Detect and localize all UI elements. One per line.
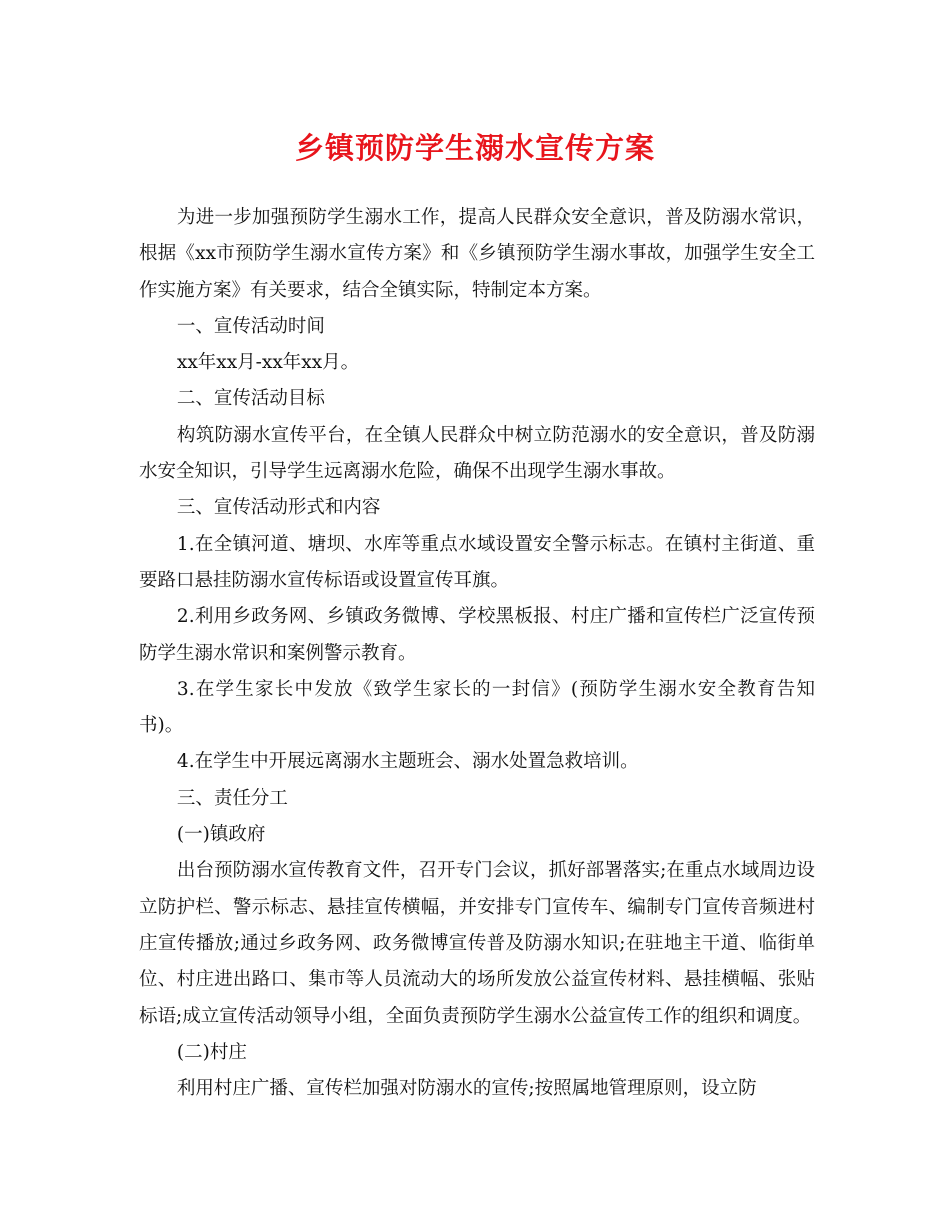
paragraph-village: 利用村庄广播、宣传栏加强对防溺水的宣传;按照属地管理原则，设立防 (176, 1078, 757, 1100)
paragraph-item-1: 1.在全镇河道、塘坝、水库等重点水域设置安全警示标志。在镇村主街道、重要路口悬挂防溺水宣传标语或设置宣传耳旗。 (139, 533, 815, 591)
document-body (139, 200, 815, 1107)
document-title: 乡镇预防学生溺水宣传方案 (294, 131, 655, 165)
heading-activity-goal: 二、宣传活动目标 (176, 388, 325, 410)
paragraph-item-4: 4.在学生中开展远离溺水主题班会、溺水处置急救培训。 (176, 751, 639, 773)
heading-responsibility: 三、责任分工 (176, 787, 288, 809)
paragraph-activity-goal: 构筑防溺水宣传平台，在全镇人民群众中树立防范溺水的安全意识，普及防溺水安全知识，引导学生远离溺水危险，确保不出现学生溺水事故。 (139, 424, 815, 483)
heading-town-government: (一)镇政府 (176, 824, 266, 846)
heading-village: (二)村庄 (176, 1041, 247, 1063)
paragraph-town-government: 出台预防溺水宣传教育文件，召开专门会议，抓好部署落实;在重点水域周边设立防护栏、警示标志、悬挂宣传横幅，并安排专门宣传车、编制专门宣传音频进村庄宣传播放;通过乡政务网、政务微博宣传普及防溺水知识;在驻地主干道、临街单位、村庄进出路口、集市等人员流动大的场所发放公益宣传材料、悬挂横幅、张贴标语;成立宣传活动领导小组，全面负责预防学生溺水公益宣传工作的组织和调度。 (139, 860, 815, 1027)
paragraph-activity-time: xx年xx月-xx年xx月。 (176, 352, 360, 374)
heading-activity-time: 一、宣传活动时间 (176, 315, 325, 337)
heading-activity-form: 三、宣传活动形式和内容 (176, 497, 381, 519)
paragraph-intro: 为进一步加强预防学生溺水工作，提高人民群众安全意识，普及防溺水常识，根据《xx市预防学生溺水宣传方案》和《乡镇预防学生溺水事故，加强学生安全工作实施方案》有关要求，结合全镇实际，特制定本方案。 (139, 207, 815, 301)
paragraph-item-2: 2.利用乡政务网、乡镇政务微博、学校黑板报、村庄广播和宣传栏广泛宣传预防学生溺水常识和案例警示教育。 (139, 606, 815, 664)
paragraph-item-3: 3.在学生家长中发放《致学生家长的一封信》(预防学生溺水安全教育告知书)。 (139, 678, 815, 737)
